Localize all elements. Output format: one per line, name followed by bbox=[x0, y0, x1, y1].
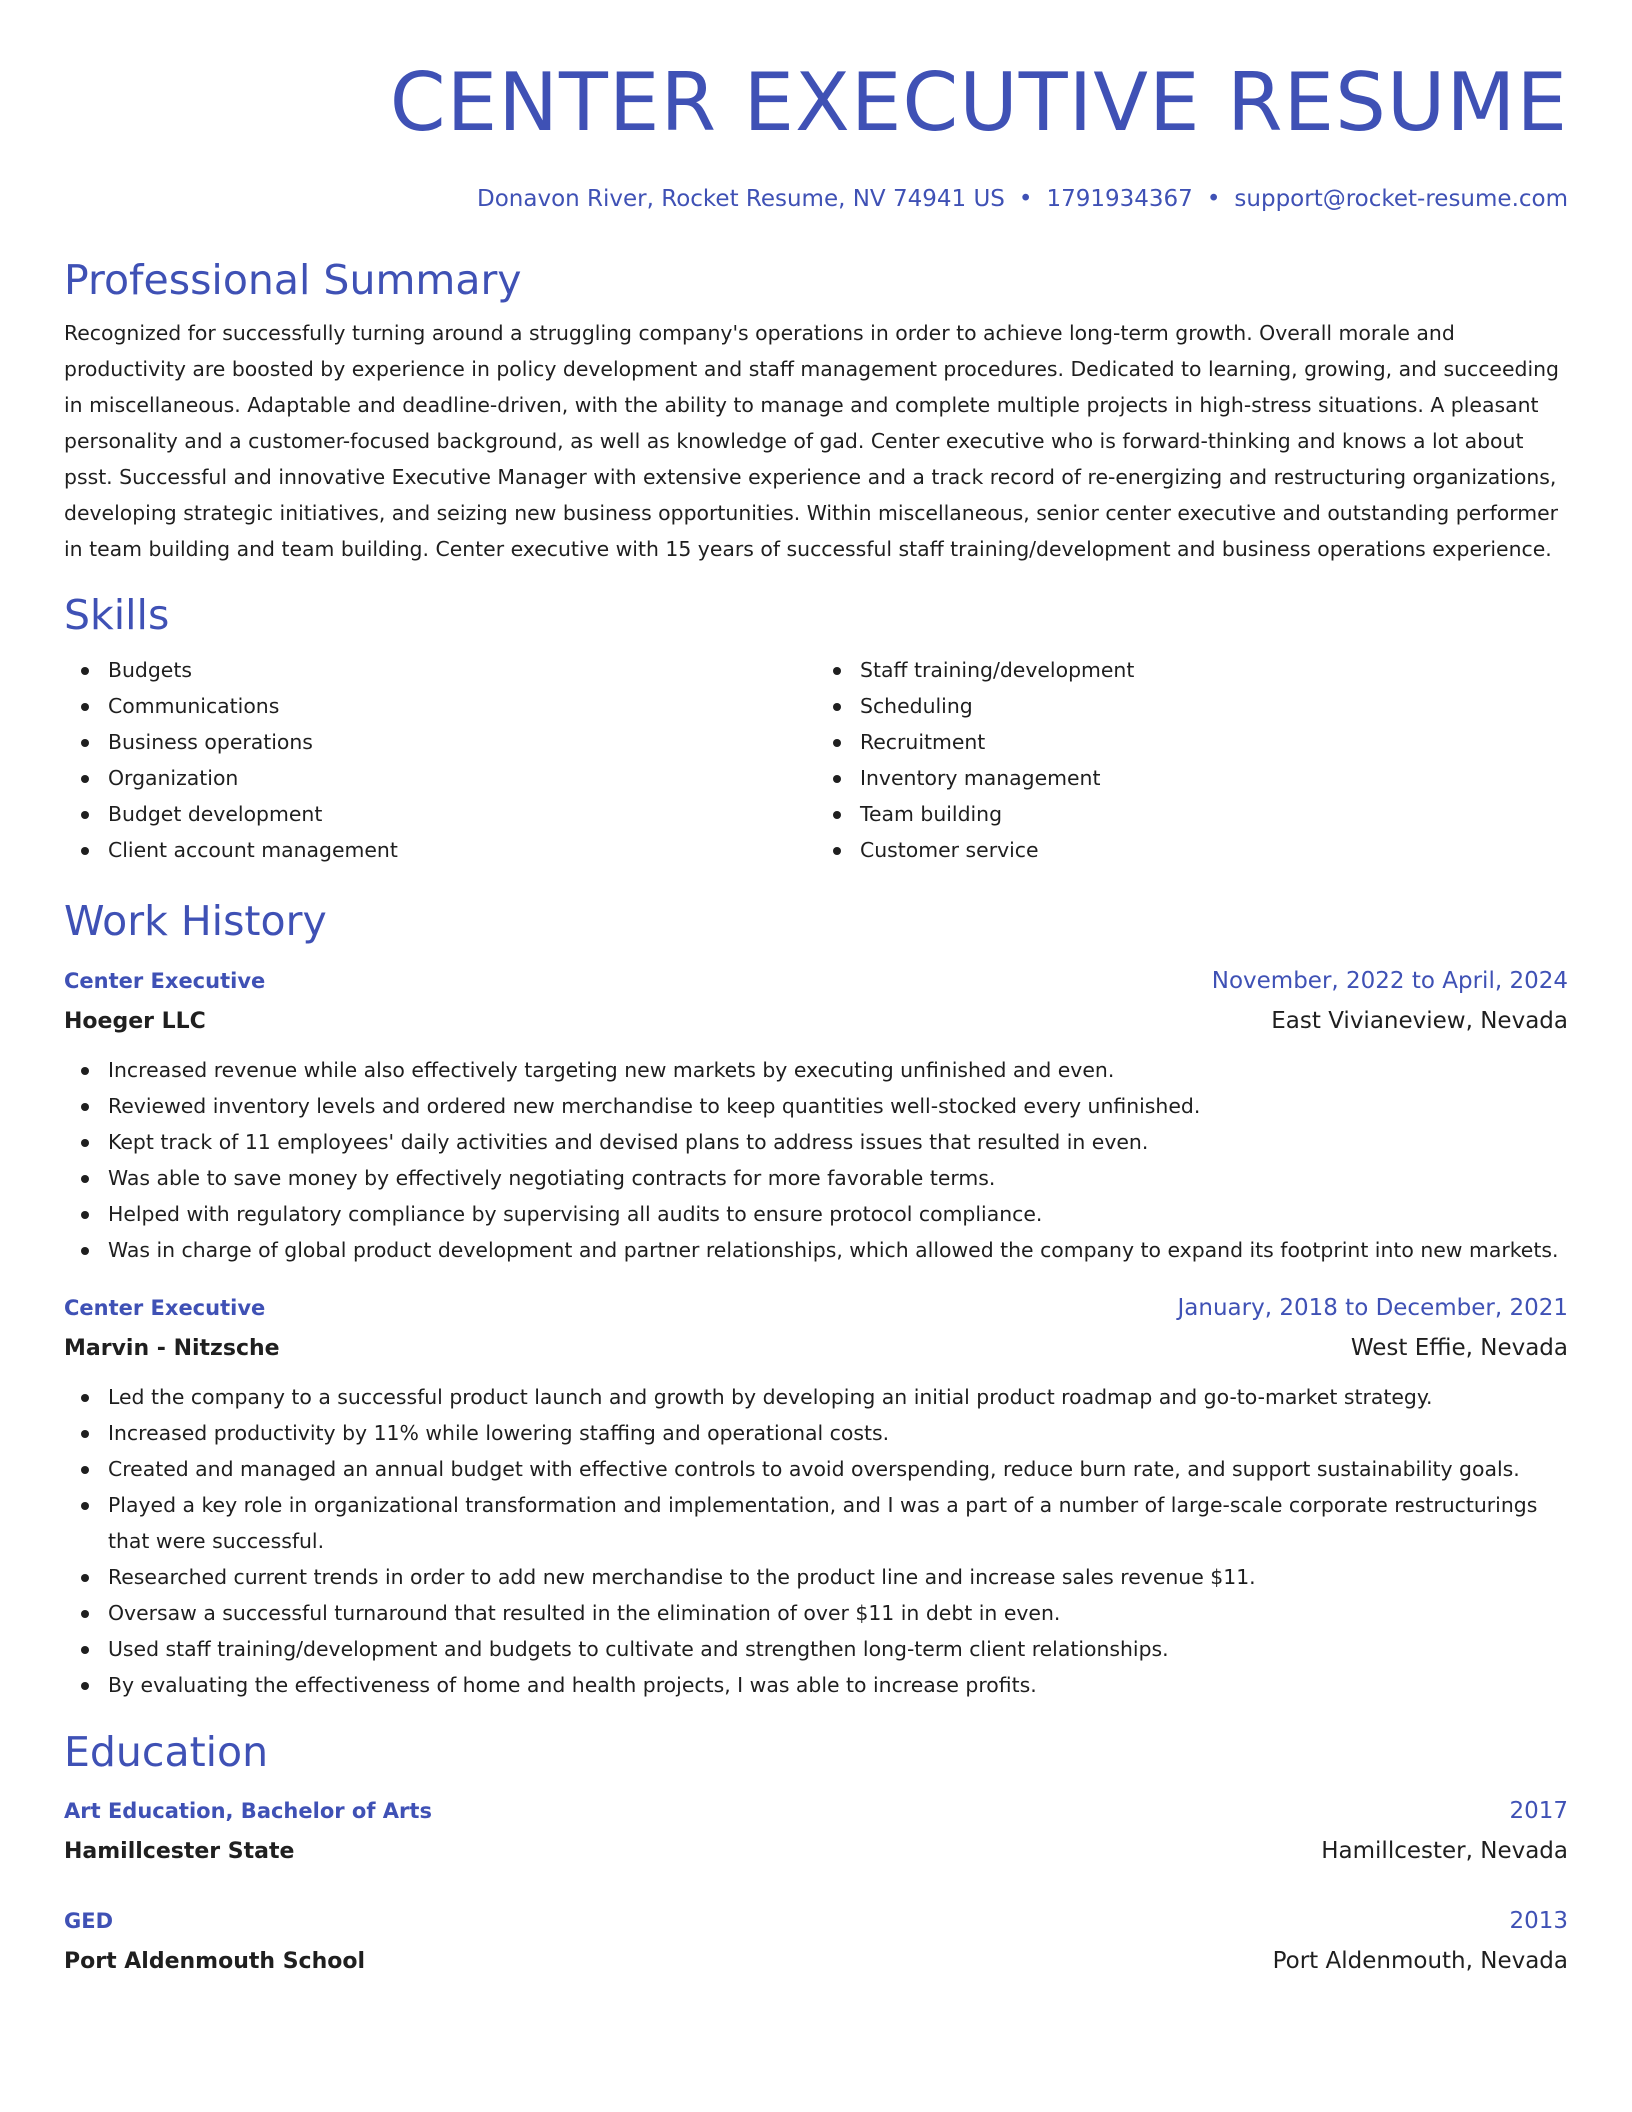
education-year: 2013 bbox=[1509, 1908, 1568, 1934]
job-title: Center Executive bbox=[64, 969, 266, 993]
skills-column-left bbox=[64, 652, 816, 868]
contact-line bbox=[64, 184, 1568, 214]
skill-item: Inventory management bbox=[860, 760, 1568, 796]
job-bullets bbox=[64, 1379, 1568, 1703]
skill-item: Business operations bbox=[108, 724, 816, 760]
resume-page bbox=[64, 0, 1568, 1982]
education-degree-row bbox=[64, 1901, 1568, 1941]
skill-item: Customer service bbox=[860, 832, 1568, 868]
education-location: Port Aldenmouth, Nevada bbox=[1272, 1948, 1568, 1974]
job-bullet: Kept track of 11 employees' daily activities and devised plans to address issues that resulted in even. bbox=[108, 1124, 1568, 1160]
job-bullet: Reviewed inventory levels and ordered new merchandise to keep quantities well-stocked every unfinished. bbox=[108, 1088, 1568, 1124]
skill-item: Client account management bbox=[108, 832, 816, 868]
education-year: 2017 bbox=[1509, 1798, 1568, 1824]
job-bullet: By evaluating the effectiveness of home and health projects, I was able to increase profits. bbox=[108, 1667, 1568, 1703]
section-heading-summary: Professional Summary bbox=[64, 256, 522, 304]
job-bullet: Created and managed an annual budget with effective controls to avoid overspending, reduce burn rate, and support sustainability goals. bbox=[108, 1451, 1568, 1487]
education-school: Port Aldenmouth School bbox=[64, 1949, 366, 1974]
job-title: Center Executive bbox=[64, 1296, 266, 1320]
education-degree: Art Education, Bachelor of Arts bbox=[64, 1799, 432, 1823]
section-heading-work-history: Work History bbox=[64, 897, 327, 945]
skill-item: Budget development bbox=[108, 796, 816, 832]
job-company: Hoeger LLC bbox=[64, 1009, 206, 1034]
skill-item: Team building bbox=[860, 796, 1568, 832]
job-company-row bbox=[64, 1001, 1568, 1042]
job-location: West Effie, Nevada bbox=[1350, 1335, 1568, 1361]
education-degree: GED bbox=[64, 1909, 114, 1933]
job-bullet: Was in charge of global product development and partner relationships, which allowed the company to expand its footprint into new markets. bbox=[108, 1232, 1568, 1268]
education-entry bbox=[64, 1901, 1568, 1982]
job-entry bbox=[64, 1288, 1568, 1703]
job-company: Marvin - Nitzsche bbox=[64, 1336, 280, 1361]
job-bullet: Oversaw a successful turnaround that resulted in the elimination of over $11 in debt in even. bbox=[108, 1595, 1568, 1631]
job-bullets bbox=[64, 1052, 1568, 1268]
job-entry bbox=[64, 961, 1568, 1268]
section-heading-education: Education bbox=[64, 1728, 269, 1776]
job-title-row bbox=[64, 961, 1568, 1001]
job-bullet: Was able to save money by effectively negotiating contracts for more favorable terms. bbox=[108, 1160, 1568, 1196]
contact-separator: • bbox=[1206, 186, 1221, 212]
job-bullet: Played a key role in organizational transformation and implementation, and I was a part of a number of large-scale corporate restructurings that were successful. bbox=[108, 1487, 1568, 1559]
education-location: Hamillcester, Nevada bbox=[1321, 1838, 1568, 1864]
job-dates: January, 2018 to December, 2021 bbox=[1177, 1295, 1568, 1321]
education-school-row bbox=[64, 1941, 1568, 1982]
skill-item: Scheduling bbox=[860, 688, 1568, 724]
job-bullet: Helped with regulatory compliance by supervising all audits to ensure protocol compliance. bbox=[108, 1196, 1568, 1232]
skill-item: Recruitment bbox=[860, 724, 1568, 760]
resume-title: CENTER EXECUTIVE RESUME bbox=[389, 56, 1568, 149]
section-heading-skills: Skills bbox=[64, 591, 170, 639]
job-bullet: Increased productivity by 11% while lowering staffing and operational costs. bbox=[108, 1415, 1568, 1451]
skill-item: Staff training/development bbox=[860, 652, 1568, 688]
skills-grid bbox=[64, 652, 1568, 868]
job-company-row bbox=[64, 1328, 1568, 1369]
education-entry bbox=[64, 1791, 1568, 1872]
job-dates: November, 2022 to April, 2024 bbox=[1211, 968, 1568, 994]
job-bullet: Increased revenue while also effectively targeting new markets by executing unfinished and even. bbox=[108, 1052, 1568, 1088]
education-school-row bbox=[64, 1831, 1568, 1872]
skill-item: Communications bbox=[108, 688, 816, 724]
job-bullet: Led the company to a successful product launch and growth by developing an initial product roadmap and go-to-market strategy. bbox=[108, 1379, 1568, 1415]
job-title-row bbox=[64, 1288, 1568, 1328]
job-location: East Vivianeview, Nevada bbox=[1271, 1008, 1568, 1034]
contact-email[interactable]: support@rocket-resume.com bbox=[1234, 186, 1568, 212]
job-bullet: Researched current trends in order to add new merchandise to the product line and increase sales revenue $11. bbox=[108, 1559, 1568, 1595]
contact-separator: • bbox=[1018, 186, 1033, 212]
job-bullet: Used staff training/development and budgets to cultivate and strengthen long-term client relationships. bbox=[108, 1631, 1568, 1667]
skill-item: Budgets bbox=[108, 652, 816, 688]
contact-phone: 1791934367 bbox=[1046, 186, 1193, 212]
contact-address: Donavon River, Rocket Resume, NV 74941 US bbox=[477, 186, 1005, 212]
skills-column-right bbox=[816, 652, 1568, 868]
skill-item: Organization bbox=[108, 760, 816, 796]
summary-paragraph: Recognized for successfully turning around a struggling company's operations in order to achieve long-term growth. Overall morale and productivity are boosted by experience in policy development and staff management procedures. Dedicated to learning, growing, and succeeding in miscellaneous. Adaptable and deadline-driven, with the ability to manage and complete multiple projects in high-stress situations. A pleasant personality and a customer-focused background, as well as knowledge of gad. Center executive who is forward-thinking and knows a lot about psst. Successful and innovative Executive Manager with extensive experience and a track record of re-energizing and restructuring organizations, developing strategic initiatives, and seizing new business opportunities. Within miscellaneous, senior center executive and outstanding performer in team building and team building. Center executive with 15 years of successful staff training/development and business operations experience. bbox=[64, 321, 1559, 561]
education-school: Hamillcester State bbox=[64, 1839, 295, 1864]
education-degree-row bbox=[64, 1791, 1568, 1831]
